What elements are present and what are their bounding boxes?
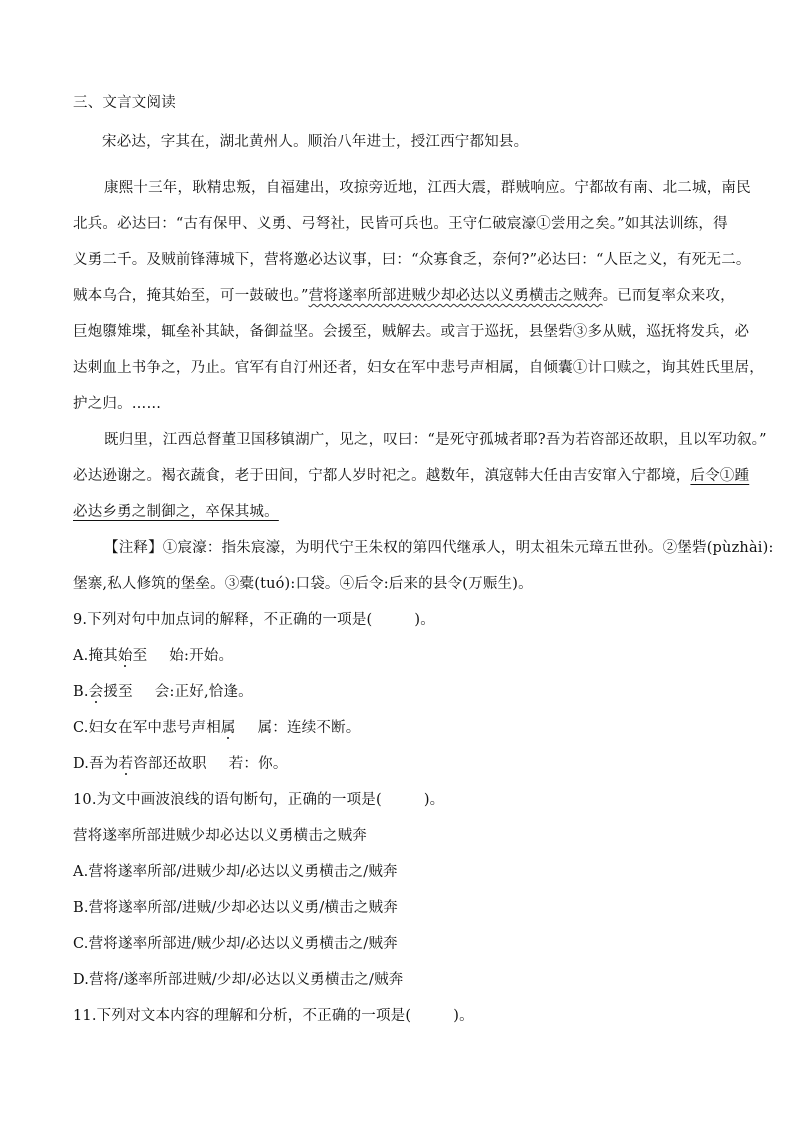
option-b[interactable]: [73, 674, 723, 710]
option-text: 掩其: [88, 648, 118, 664]
option-label: C.: [73, 720, 89, 736]
passage-text: 。已而复率众来攻，: [602, 288, 735, 304]
question-text-end: )。: [423, 792, 445, 808]
passage-line: 义勇二千。及贼前锋薄城下，营将邀必达议事，曰：“众寡食乏，奈何?”必达曰：“人臣之义，有死无二。: [73, 252, 751, 268]
passage-line: 康熙十三年，耿精忠叛，自福建出，攻掠旁近地，江西大震，群贼响应。宁都故有南、北二城，南民: [104, 180, 751, 196]
passage-line-with-wavy: [73, 278, 735, 314]
question-sentence: 营将遂率所部进贼少却必达以义勇横击之贼奔: [73, 828, 367, 844]
dotted-word: 始: [117, 648, 133, 664]
option-explanation: 若：你。: [228, 756, 288, 772]
option-label: B.: [73, 684, 89, 700]
option-text: 营将遂率所部/进贼/少却必达以义勇/横击之贼奔: [88, 900, 398, 916]
option-text: 援至: [103, 684, 133, 700]
passage-line: 北兵。必达曰：“古有保甲、义勇、弓弩社，民皆可兵也。王守仁破宸濠①尝用之矣。”如其法训练，得: [73, 216, 728, 232]
option-label: B.: [73, 900, 89, 916]
question-9: [73, 602, 723, 782]
dotted-word: 属: [220, 720, 236, 736]
option-b[interactable]: [73, 890, 723, 926]
option-label: C.: [73, 936, 89, 952]
question-number: 10.: [73, 792, 97, 808]
question-10: [73, 782, 723, 998]
option-text: 咨部还故职: [133, 756, 207, 772]
option-d[interactable]: [73, 962, 723, 998]
passage-line: 达刺血上书争之，乃止。官军有自汀州还者，妇女在军中悲号声相属，自倾囊①计口赎之，询其姓氏里居，: [73, 360, 764, 376]
option-label: A.: [73, 864, 89, 880]
question-text: 下列对句中加点词的解释，不正确的一项是(: [87, 612, 373, 628]
option-text: 吾为: [89, 756, 119, 772]
notes: [73, 530, 774, 602]
note-line: 【注释】①宸濠：指朱宸濠，为明代宁王朱权的第四代继承人，明太祖朱元璋五世孙。②堡砦(pùzhài):: [104, 540, 774, 556]
question-number: 11.: [73, 1008, 97, 1024]
passage-line: 护之归。……: [73, 396, 162, 412]
option-label: D.: [73, 972, 90, 988]
question-text-end: )。: [414, 612, 435, 628]
passage-text: 必达逊谢之。褐衣蔬食，老于田间，宁都人岁时祀之。越数年，滇寇韩大任由吉安窜入宁都境，: [73, 468, 691, 484]
option-a[interactable]: [73, 854, 723, 890]
passage-line: 巨炮隳雉堞，辄垒补其缺，备御益坚。会援至，贼解去。或言于巡抚，县堡砦③多从贼，巡抚将发兵，必: [73, 324, 750, 340]
wavy-underlined-sentence: 营将遂率所部进贼少却必达以义勇横击之贼奔: [308, 288, 603, 304]
option-label: A.: [73, 648, 89, 664]
underlined-sentence: 必达乡勇之制御之，卒保其城。: [73, 504, 279, 520]
passage-paragraph-2: [73, 422, 767, 530]
option-text: 妇女在军中悲号声相: [88, 720, 221, 736]
question-text: 下列对文本内容的理解和分析，不正确的一项是(: [96, 1008, 412, 1024]
option-d[interactable]: [73, 746, 723, 782]
question-stem: [73, 602, 723, 638]
document-page: [73, 92, 774, 1034]
question-stem: [73, 998, 723, 1034]
option-label: D.: [73, 756, 90, 772]
section-title: 三、文言文阅读: [73, 95, 176, 111]
question-11: [73, 998, 723, 1034]
passage-intro: 宋必达，字其在，湖北黄州人。顺治八年进士，授江西宁都知县。: [102, 134, 529, 150]
question-text-end: )。: [453, 1008, 474, 1024]
underlined-sentence: 后令①踵: [690, 468, 750, 484]
passage-line: 既归里，江西总督董卫国移镇湖广，见之，叹曰：“是死守孤城者耶?吾为若咨部还故职，且以军功叙。”: [104, 432, 767, 448]
passage-paragraph-1: [73, 170, 764, 422]
note-line: 堡寨,私人修筑的堡垒。③橐(tuó):口袋。④后令:后来的县令(万赈生)。: [73, 576, 533, 592]
option-explanation: 始:开始。: [169, 648, 234, 664]
option-explanation: 属：连续不断。: [257, 720, 361, 736]
passage-text: 贼本乌合，掩其始至，可一鼓破也。”: [73, 288, 309, 304]
option-text: 至: [132, 648, 148, 664]
question-text: 为文中画波浪线的语句断句，正确的一项是(: [96, 792, 382, 808]
question-stem: [73, 782, 723, 818]
option-text: 营将遂率所部/进贼少却/必达以义勇横击之/贼奔: [88, 864, 398, 880]
option-c[interactable]: [73, 710, 723, 746]
dotted-word: 会: [88, 684, 104, 700]
option-text: 营将/遂率所部进贼/少却/必达以义勇横击之/贼奔: [89, 972, 404, 988]
option-explanation: 会:正好,恰逢。: [154, 684, 253, 700]
question-number: 9.: [73, 612, 88, 628]
option-c[interactable]: [73, 926, 723, 962]
passage-line-with-underline: [73, 458, 750, 494]
option-a[interactable]: [73, 638, 723, 674]
option-text: 营将遂率所部进/贼少却/必达以义勇横击之/贼奔: [88, 936, 398, 952]
dotted-word: 若: [118, 756, 134, 772]
